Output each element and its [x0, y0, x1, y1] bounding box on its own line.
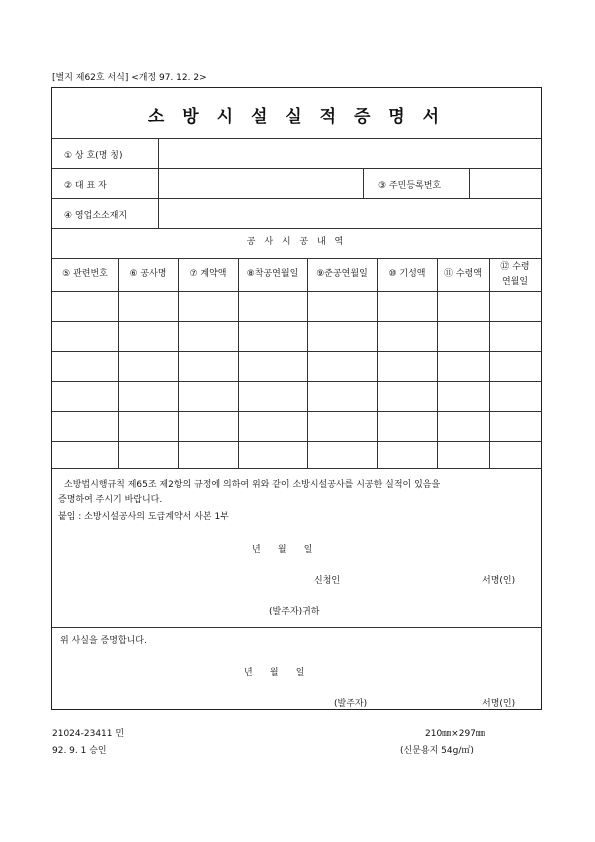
table-cell[interactable]	[438, 292, 488, 320]
table-cell[interactable]	[308, 292, 376, 320]
request-line-1: 소방법시행규칙 제65조 제2항의 규정에 의하여 위와 같이 소방시설공사를 시공한 실적이 있음을	[64, 480, 441, 490]
col-progress-amount: ⑩ 기성액	[388, 269, 426, 279]
table-cell[interactable]	[179, 442, 237, 467]
col-received-date: ⑫ 수령 연월일	[500, 262, 530, 287]
request-date: 년 월 일	[252, 545, 313, 555]
table-cell[interactable]	[239, 322, 306, 350]
table-cell[interactable]	[179, 352, 237, 380]
form-number-note: [별지 제62호 서식] <개정 97. 12. 2>	[52, 73, 207, 83]
issuer-label: (발주자)	[334, 699, 368, 709]
table-cell[interactable]	[308, 412, 376, 440]
certification-date: 년 월 일	[244, 668, 305, 678]
applicant-label: 신청인	[314, 576, 341, 586]
table-cell[interactable]	[179, 322, 237, 350]
col-completion-date: ⑨준공연월일	[316, 269, 368, 279]
trade-name-label: ① 상 호(명 칭)	[64, 151, 123, 161]
table-cell[interactable]	[378, 352, 436, 380]
construction-section-heading: 공 사 시 공 내 역	[246, 237, 347, 247]
approval-date: 92. 9. 1 승인	[52, 746, 107, 756]
table-cell[interactable]	[308, 322, 376, 350]
certificate-form	[51, 87, 542, 710]
table-cell[interactable]	[119, 412, 177, 440]
table-cell[interactable]	[378, 382, 436, 410]
table-cell[interactable]	[119, 292, 177, 320]
representative-label: ② 대 표 자	[64, 181, 107, 191]
table-cell[interactable]	[119, 382, 177, 410]
table-cell[interactable]	[490, 322, 540, 350]
table-cell[interactable]	[490, 442, 540, 467]
table-cell[interactable]	[378, 412, 436, 440]
table-cell[interactable]	[490, 412, 540, 440]
col-contract-amount: ⑦ 계약액	[189, 269, 227, 279]
col-received-amount: ⑪ 수령액	[444, 269, 482, 279]
applicant-sign-label: 서명(인)	[482, 576, 516, 586]
table-cell[interactable]	[53, 292, 117, 320]
table-cell[interactable]	[438, 352, 488, 380]
business-address-field[interactable]	[160, 200, 540, 226]
addressee-label: (발주자)귀하	[269, 607, 320, 617]
table-cell[interactable]	[119, 352, 177, 380]
table-cell[interactable]	[53, 382, 117, 410]
col-related-number: ⑤ 관련번호	[62, 269, 108, 279]
table-cell[interactable]	[53, 442, 117, 467]
trade-name-field[interactable]	[160, 140, 540, 166]
table-cell[interactable]	[490, 382, 540, 410]
form-title: 소 방 시 설 실 적 증 명 서	[147, 107, 446, 127]
business-address-label: ④ 영업소소재지	[64, 211, 128, 221]
table-cell[interactable]	[53, 322, 117, 350]
table-cell[interactable]	[438, 382, 488, 410]
issuer-sign-label: 서명(인)	[482, 699, 516, 709]
certification-text: 위 사실을 증명합니다.	[60, 636, 147, 646]
table-cell[interactable]	[438, 412, 488, 440]
request-line-2: 증명하여 주시기 바랍니다.	[58, 495, 163, 505]
table-cell[interactable]	[438, 442, 488, 467]
table-cell[interactable]	[378, 292, 436, 320]
table-cell[interactable]	[53, 352, 117, 380]
table-cell[interactable]	[308, 352, 376, 380]
col-project-name: ⑥ 공사명	[129, 269, 167, 279]
table-cell[interactable]	[119, 442, 177, 467]
table-cell[interactable]	[490, 292, 540, 320]
table-cell[interactable]	[490, 352, 540, 380]
table-cell[interactable]	[53, 412, 117, 440]
table-cell[interactable]	[308, 382, 376, 410]
resident-number-field[interactable]	[471, 170, 539, 196]
table-cell[interactable]	[378, 322, 436, 350]
attachment-note: 붙임 : 소방시설공사의 도급계약서 사본 1부	[58, 512, 229, 522]
table-cell[interactable]	[308, 442, 376, 467]
paper-type: (신문용지 54g/㎡)	[400, 746, 474, 756]
representative-field[interactable]	[160, 170, 360, 196]
table-cell[interactable]	[179, 412, 237, 440]
form-code: 21024-23411 민	[52, 729, 125, 739]
table-cell[interactable]	[239, 412, 306, 440]
table-cell[interactable]	[239, 442, 306, 467]
table-cell[interactable]	[239, 382, 306, 410]
resident-number-label: ③ 주민등록번호	[378, 181, 442, 191]
table-cell[interactable]	[239, 352, 306, 380]
col-start-date: ⑧착공연월일	[246, 269, 299, 279]
table-cell[interactable]	[378, 442, 436, 467]
table-cell[interactable]	[438, 322, 488, 350]
table-cell[interactable]	[179, 292, 237, 320]
paper-size: 210㎜×297㎜	[425, 729, 485, 739]
table-cell[interactable]	[119, 322, 177, 350]
table-cell[interactable]	[239, 292, 306, 320]
table-cell[interactable]	[179, 382, 237, 410]
